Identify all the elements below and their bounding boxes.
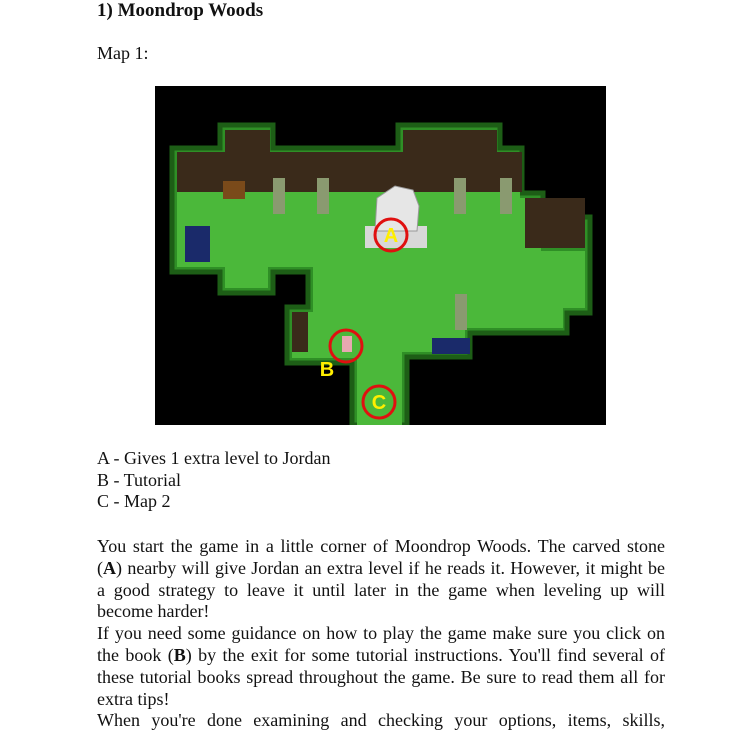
paragraph	[97, 710, 665, 732]
map-pond	[432, 338, 470, 354]
paragraph	[97, 623, 665, 710]
text-segment: ) nearby will give Jordan an extra level if he reads it. However, it might be a good strategy to leave it until later in the game when leveling up will become harder!	[97, 557, 665, 622]
map-legend	[97, 448, 330, 513]
legend-item: C - Map 2	[97, 491, 171, 512]
section-heading: 1) Moondrop Woods	[97, 0, 264, 21]
legend-item: B - Tutorial	[97, 469, 182, 490]
text-segment: When you're done examining and checking your options, items, skills,	[97, 710, 665, 731]
marker-a-label: A	[383, 225, 399, 247]
paragraph	[97, 536, 665, 623]
bold-marker: B	[173, 644, 186, 665]
text-segment: If you need some guidance on how to play the game make sure you click on the book (	[97, 623, 665, 665]
text-segment: You start the game in a little corner of Moondrop Woods. The carved stone (	[97, 536, 665, 578]
legend-item: A - Gives 1 extra level to Jordan	[97, 448, 331, 468]
map-book	[342, 336, 352, 352]
marker-b-label: B	[319, 359, 335, 381]
map-image	[155, 86, 606, 425]
walkthrough-text	[97, 536, 665, 732]
marker-c-label: C	[371, 392, 387, 414]
bold-marker: A	[103, 557, 116, 578]
map-label: Map 1:	[97, 43, 149, 63]
map-chest	[223, 181, 245, 199]
text-segment: ) by the exit for some tutorial instructions. You'll find several of these tutorial books spread throughout the game. Be sure to read them all for extra tips!	[97, 644, 665, 709]
map-pond	[185, 226, 210, 262]
